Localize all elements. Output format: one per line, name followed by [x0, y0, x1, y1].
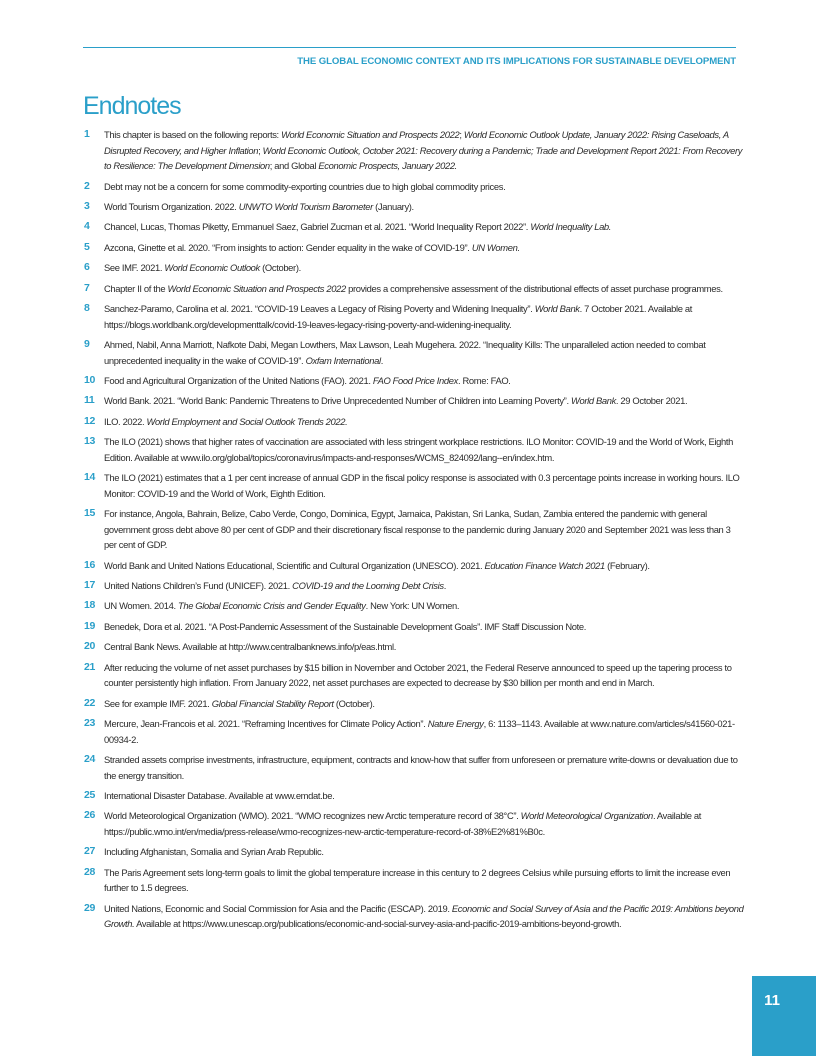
endnote-text-segment: For instance, Angola, Bahrain, Belize, Cabo Verde, Congo, Dominica, Egypt, Jamaica, Pakistan, Sri Lanka, Sudan, Zambia entered the pandemic with general government gross debt above 80 per cent of GDP and their discretionary fiscal response to the pandemic during January 2020 and September 2021 was less than 3 per cent of GDP.	[104, 508, 731, 551]
endnote-number: 7	[84, 281, 90, 294]
endnote-item	[84, 752, 744, 783]
endnote-item	[84, 219, 744, 235]
endnote-italic-text: World Economic Outlook Update, January 2022: Rising Caseloads, A Disrupted Recovery, and Higher Inflation	[104, 129, 729, 156]
endnote-text	[104, 242, 520, 253]
endnote-text-segment: . New York: UN Women.	[365, 600, 460, 612]
endnote-number: 8	[84, 301, 90, 314]
page-number-tab	[752, 976, 816, 1056]
endnote-italic-text: Education Finance Watch 2021	[484, 559, 605, 571]
endnote-text-segment: Stranded assets comprise investments, infrastructure, equipment, contracts and know-how that suffer from unforeseen or premature write-downs or devaluation due to the energy transition.	[104, 753, 738, 781]
endnote-text-segment: UN Women. 2014.	[104, 600, 178, 612]
endnote-item	[84, 660, 744, 691]
endnote-italic-text: World Economic Outlook, October 2021: Recovery during a Pandemic; Trade and Development Report 2021: From Recovery to Resilience: The Development Dimension	[104, 144, 743, 172]
endnote-text	[104, 181, 505, 192]
endnote-item	[84, 639, 744, 655]
endnote-text-segment: .	[380, 354, 383, 366]
endnote-text-segment: Benedek, Dora et al. 2021. “A Post-Pandemic Assessment of the Sustainable Development Goals”. IMF Staff Discussion Note.	[104, 620, 587, 632]
endnote-item	[84, 240, 744, 256]
endnote-italic-text: World Bank	[534, 302, 580, 314]
endnote-italic-text: The Global Economic Crisis and Gender Equality	[177, 600, 366, 612]
endnote-text-segment: (October).	[259, 262, 301, 274]
endnote-text-segment: World Bank. 2021. “World Bank: Pandemic Threatens to Drive Unprecedented Number of Children into Learning Poverty”.	[104, 395, 571, 407]
endnote-number: 23	[84, 716, 95, 729]
endnote-number: 11	[84, 394, 95, 407]
endnotes-list	[84, 127, 744, 937]
endnote-number: 21	[84, 660, 95, 673]
endnote-text	[104, 395, 687, 406]
endnote-item	[84, 558, 744, 574]
endnote-number: 20	[84, 640, 95, 653]
endnote-number: 3	[84, 199, 90, 212]
endnote-text-segment: This chapter is based on the following reports:	[104, 129, 282, 140]
endnote-text	[104, 262, 301, 273]
running-header: THE GLOBAL ECONOMIC CONTEXT AND ITS IMPLICATIONS FOR SUSTAINABLE DEVELOPMENT	[297, 56, 736, 67]
endnote-italic-text: Economic Prospects, January 2022.	[318, 160, 457, 172]
endnote-italic-text: COVID-19 and the Looming Debt Crisis	[292, 580, 444, 591]
endnote-text-segment: International Disaster Database. Available at www.emdat.be.	[104, 789, 335, 801]
endnote-text	[104, 754, 738, 781]
endnote-text-segment: ; and Global	[269, 160, 319, 172]
endnote-text-segment: Azcona, Ginette et al. 2020. “From insights to action: Gender equality in the wake of COVID-19”.	[104, 241, 472, 253]
endnote-item	[84, 373, 744, 389]
endnote-number: 2	[84, 179, 90, 192]
endnote-number: 1	[84, 128, 90, 140]
endnote-text	[104, 662, 732, 689]
endnote-text	[104, 283, 723, 294]
endnote-item	[84, 199, 744, 215]
endnote-text	[104, 718, 735, 745]
endnote-item	[84, 434, 744, 465]
endnote-italic-text: Global Financial Stability Report	[211, 697, 334, 709]
endnote-text	[104, 201, 414, 212]
endnote-number: 15	[84, 507, 95, 520]
endnote-text-segment: . 7 October 2021. Available at https://blogs.worldbank.org/developmenttalk/covid-19-leaves-legacy-rising-poverty-and-widening-inequality.	[104, 302, 692, 330]
endnote-item	[84, 716, 744, 747]
endnote-text	[104, 472, 740, 499]
endnote-text-segment: World Bank and United Nations Educational, Scientific and Cultural Organization (UNESCO). 2021.	[104, 559, 485, 571]
endnote-text-segment: Debt may not be a concern for some commodity-exporting countries due to high global commodity prices.	[104, 180, 506, 192]
endnote-number: 10	[84, 373, 95, 386]
endnote-item	[84, 788, 744, 804]
endnote-text-segment: provides a comprehensive assessment of the distributional effects of asset purchase programmes.	[345, 282, 723, 294]
page-number: 11	[764, 992, 780, 1009]
endnote-italic-text: World Inequality Lab.	[530, 221, 612, 233]
endnote-text	[104, 580, 446, 591]
endnote-number: 14	[84, 471, 95, 484]
endnote-text-segment: Food and Agricultural Organization of the United Nations (FAO). 2021.	[104, 374, 373, 386]
endnote-italic-text: UN Women.	[471, 241, 520, 253]
endnote-text-segment: . Available at https://public.wmo.int/en/media/press-release/wmo-recognizes-new-arctic-temperature-record-of-38%E2%81%B0c.	[104, 810, 702, 837]
endnote-number: 16	[84, 558, 95, 571]
endnote-text	[104, 790, 334, 801]
endnote-item	[84, 337, 744, 368]
endnote-number: 12	[84, 414, 95, 427]
endnote-item	[84, 281, 744, 297]
endnote-number: 17	[84, 579, 95, 591]
endnote-text-segment: Chapter II of the	[104, 282, 168, 294]
endnote-italic-text: World Economic Outlook	[164, 262, 260, 274]
endnote-text	[104, 416, 347, 427]
endnote-text-segment: ILO. 2022.	[104, 415, 147, 427]
endnote-number: 28	[84, 865, 95, 878]
endnote-number: 18	[84, 599, 95, 612]
endnote-text	[104, 221, 611, 232]
endnote-text	[104, 600, 459, 611]
endnote-text	[104, 903, 744, 930]
endnote-item	[84, 578, 744, 594]
endnote-number: 24	[84, 752, 95, 765]
endnote-text-segment: Central Bank News. Available at http://www.centralbanknews.info/p/eas.html.	[104, 641, 396, 653]
endnote-italic-text: World Economic Situation and Prospects 2022	[281, 129, 460, 140]
endnote-text-segment: .	[443, 580, 446, 591]
endnote-text-segment: The Paris Agreement sets long-term goals to limit the global temperature increase in this century to 2 degrees Celsius while pursuing efforts to limit the increase even further to 1.5 degrees.	[104, 866, 731, 894]
endnote-text-segment: Mercure, Jean-Francois et al. 2021. “Reframing Incentives for Climate Policy Action”.	[104, 717, 428, 729]
endnote-number: 9	[84, 337, 90, 350]
endnote-text	[104, 375, 511, 386]
endnote-item	[84, 393, 744, 409]
endnote-item	[84, 844, 744, 860]
endnote-text-segment: Sanchez-Paramo, Carolina et al. 2021. “COVID-19 Leaves a Legacy of Rising Poverty and Widening Inequality”.	[104, 302, 535, 314]
header-rule	[83, 47, 736, 48]
endnote-text-segment: After reducing the volume of net asset purchases by $15 billion in November and October 2021, the Federal Reserve announced to speed up the tapering process to counter persistently high inflation. From January 2022, net asset purchases are expected to decrease by $30 billion per month and end in March.	[104, 661, 732, 689]
endnote-item	[84, 901, 744, 932]
endnote-item	[84, 260, 744, 276]
endnote-number: 19	[84, 619, 95, 632]
endnote-italic-text: World Employment and Social Outlook Trends 2022.	[146, 415, 348, 427]
endnote-text-segment: Available at https://www.unescap.org/publications/economic-and-social-survey-asia-and-pacific-2019-ambitions-beyond-growth.	[134, 918, 622, 930]
endnote-text	[104, 560, 650, 571]
endnote-text-segment: See IMF. 2021.	[104, 262, 165, 274]
endnote-item	[84, 179, 744, 195]
endnote-italic-text: Economic and Social Survey of Asia and the Pacific 2019: Ambitions beyond Growth.	[104, 902, 744, 930]
endnote-text	[104, 867, 730, 894]
endnote-italic-text: UNWTO World Tourism Barometer	[238, 200, 373, 212]
endnote-number: 6	[84, 261, 90, 274]
endnote-text	[104, 508, 731, 550]
endnote-text-segment: World Meteorological Organization (WMO). 2021. “WMO recognizes new Arctic temperature record of 38°C”.	[104, 810, 521, 822]
endnote-item	[84, 470, 744, 501]
endnote-italic-text: FAO Food Price Index	[372, 374, 458, 386]
endnote-text-segment: See for example IMF. 2021.	[104, 697, 212, 709]
endnote-italic-text: World Bank	[570, 395, 616, 407]
endnote-italic-text: Nature Energy	[427, 717, 484, 729]
endnote-item	[84, 808, 744, 839]
endnote-text	[104, 810, 701, 837]
endnote-item	[84, 127, 744, 174]
endnote-text-segment: ;	[459, 129, 464, 140]
endnote-text-segment: United Nations Children’s Fund (UNICEF). 2021.	[104, 580, 293, 591]
endnote-text	[104, 641, 396, 652]
endnote-text-segment: Including Afghanistan, Somalia and Syrian Arab Republic.	[104, 846, 324, 858]
endnote-item	[84, 598, 744, 614]
endnote-number: 27	[84, 845, 95, 858]
endnote-text	[104, 436, 733, 463]
endnote-text	[104, 129, 742, 171]
endnote-number: 26	[84, 809, 95, 822]
endnote-text-segment: The ILO (2021) shows that higher rates of vaccination are associated with less stringent workplace restrictions. ILO Monitor: COVID-19 and the World of Work, Eighth Edition. Available at www.ilo.org/global/topics/coronavirus/impacts-and-responses/WCMS_824092/lang--en/index.htm.	[104, 436, 734, 463]
endnote-text-segment: Ahmed, Nabil, Anna Marriott, Nafkote Dabi, Megan Lowthers, Max Lawson, Leah Mugehera. 2022. “Inequality Kills: The unparalleled action needed to combat unprecedented inequality in the wake of COVID-19”.	[104, 338, 706, 366]
endnote-item	[84, 414, 744, 430]
endnote-text	[104, 698, 375, 709]
endnote-number: 25	[84, 788, 95, 801]
endnote-text-segment: Chancel, Lucas, Thomas Piketty, Emmanuel Saez, Gabriel Zucman et al. 2021. “World Inequality Report 2022”.	[104, 221, 531, 233]
endnote-text	[104, 339, 706, 366]
endnote-text-segment: . Rome: FAO.	[457, 374, 511, 386]
endnote-number: 13	[84, 435, 95, 448]
endnote-item	[84, 301, 744, 332]
endnote-text-segment: (February).	[604, 559, 650, 571]
endnote-text-segment: (January).	[372, 200, 414, 212]
endnote-text-segment: The ILO (2021) estimates that a 1 per cent increase of annual GDP in the fiscal policy response is associated with 0.3 percentage points increase in working hours. ILO Monitor: COVID-19 and the World of Work, Eighth Edition.	[104, 472, 740, 499]
endnote-text-segment: United Nations, Economic and Social Commission for Asia and the Pacific (ESCAP). 2019.	[104, 902, 452, 914]
endnote-number: 22	[84, 696, 95, 709]
endnote-italic-text: World Economic Situation and Prospects 2022	[167, 282, 346, 294]
endnote-text	[104, 846, 324, 857]
endnote-text	[104, 303, 692, 330]
endnote-text-segment: (October).	[333, 697, 375, 709]
endnote-number: 4	[84, 220, 90, 233]
endnote-text-segment: World Tourism Organization. 2022.	[104, 200, 239, 212]
endnote-text-segment: , 6: 1133–1143. Available at www.nature.com/articles/s41560-021-00934-2.	[104, 717, 735, 745]
endnote-italic-text: World Meteorological Organization	[520, 810, 653, 822]
endnote-number: 5	[84, 240, 90, 253]
endnote-text	[104, 621, 586, 632]
endnote-number: 29	[84, 901, 95, 914]
endnote-item	[84, 619, 744, 635]
endnote-text-segment: . 29 October 2021.	[615, 395, 688, 407]
endnote-item	[84, 506, 744, 553]
page-title: Endnotes	[83, 92, 181, 120]
endnote-item	[84, 865, 744, 896]
endnote-italic-text: Oxfam International	[305, 354, 381, 366]
endnote-item	[84, 696, 744, 712]
endnote-text-segment: ;	[258, 144, 263, 156]
